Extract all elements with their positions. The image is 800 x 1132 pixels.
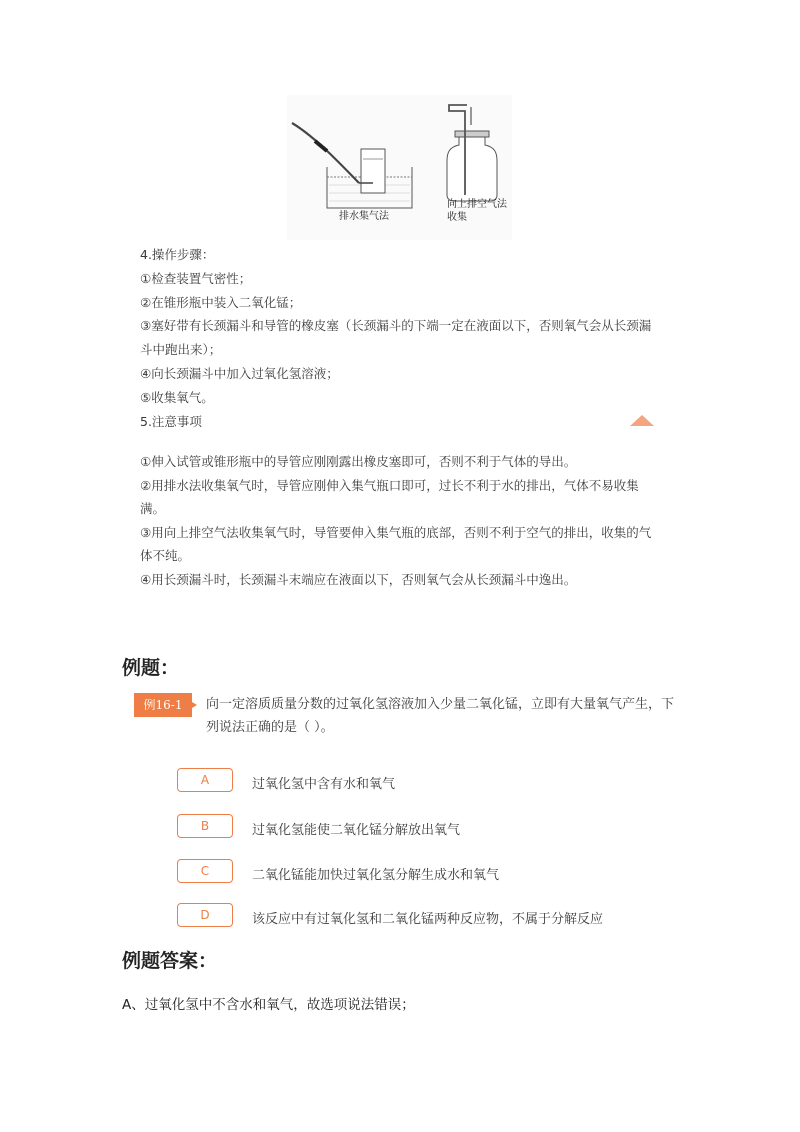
option-c-text: 二氧化锰能加快过氧化氢分解生成水和氧气 bbox=[252, 868, 500, 883]
option-d-text: 该反应中有过氧化氢和二氧化锰两种反应物，不属于分解反应 bbox=[252, 912, 604, 927]
option-d-button[interactable]: D bbox=[177, 903, 233, 927]
note-item: ③用向上排空气法收集氧气时，导管要伸入集气瓶的底部，否则不利于空气的排出，收集的气体不纯。 bbox=[140, 524, 652, 563]
figure-caption-drainage: 排水集气法 bbox=[339, 211, 389, 222]
option-b-text: 过氧化氢能使二氧化锰分解放出氧气 bbox=[252, 823, 461, 838]
step-item: ②在锥形瓶中装入二氧化锰； bbox=[140, 294, 302, 310]
example-badge: 例16-1 bbox=[134, 693, 192, 717]
option-a-text: 过氧化氢中含有水和氧气 bbox=[252, 777, 396, 792]
apparatus-figure bbox=[287, 95, 512, 240]
note-item: ①伸入试管或锥形瓶中的导管应刚刚露出橡皮塞即可，否则不利于气体的导出。 bbox=[140, 454, 577, 469]
answer-section-title: 例题答案： bbox=[122, 950, 218, 972]
option-a-button[interactable]: A bbox=[177, 768, 233, 792]
note-item: ②用排水法收集氧气时，导管应刚伸入集气瓶口即可，过长不利于水的排出，气体不易收集满。 bbox=[140, 477, 639, 516]
operation-steps bbox=[140, 243, 660, 433]
steps-heading: 4.操作步骤： bbox=[140, 247, 215, 262]
step-item: ①检查装置气密性； bbox=[140, 270, 252, 286]
scroll-to-top-triangle-icon[interactable] bbox=[630, 415, 654, 426]
step-item: ⑤收集氧气。 bbox=[140, 389, 214, 405]
example-section-title: 例题： bbox=[122, 657, 180, 679]
precautions-list bbox=[140, 450, 660, 591]
note-item: ④用长颈漏斗时，长颈漏斗末端应在液面以下，否则氧气会从长颈漏斗中逸出。 bbox=[140, 571, 577, 587]
example-question: 向一定溶质质量分数的过氧化氢溶液加入少量二氧化锰，立即有大量氧气产生，下列说法正确的是（ ）。 bbox=[206, 697, 675, 735]
answer-line: A、过氧化氢中不含水和氧气，故选项说法错误； bbox=[122, 997, 415, 1013]
option-c-button[interactable]: C bbox=[177, 859, 233, 883]
option-b-button[interactable]: B bbox=[177, 814, 233, 838]
figure-caption-upward-air-1: 向上排空气法 bbox=[447, 199, 507, 210]
apparatus-illustration bbox=[287, 95, 512, 240]
notes-heading: 5.注意事项 bbox=[140, 413, 202, 429]
step-item: ④向长颈漏斗中加入过氧化氢溶液； bbox=[140, 365, 339, 381]
figure-caption-upward-air-2: 收集 bbox=[447, 212, 467, 223]
step-item: ③塞好带有长颈漏斗和导管的橡皮塞（长颈漏斗的下端一定在液面以下，否则氧气会从长颈漏斗中跑出来）； bbox=[140, 318, 652, 358]
gas-jar-inverted bbox=[361, 149, 385, 193]
